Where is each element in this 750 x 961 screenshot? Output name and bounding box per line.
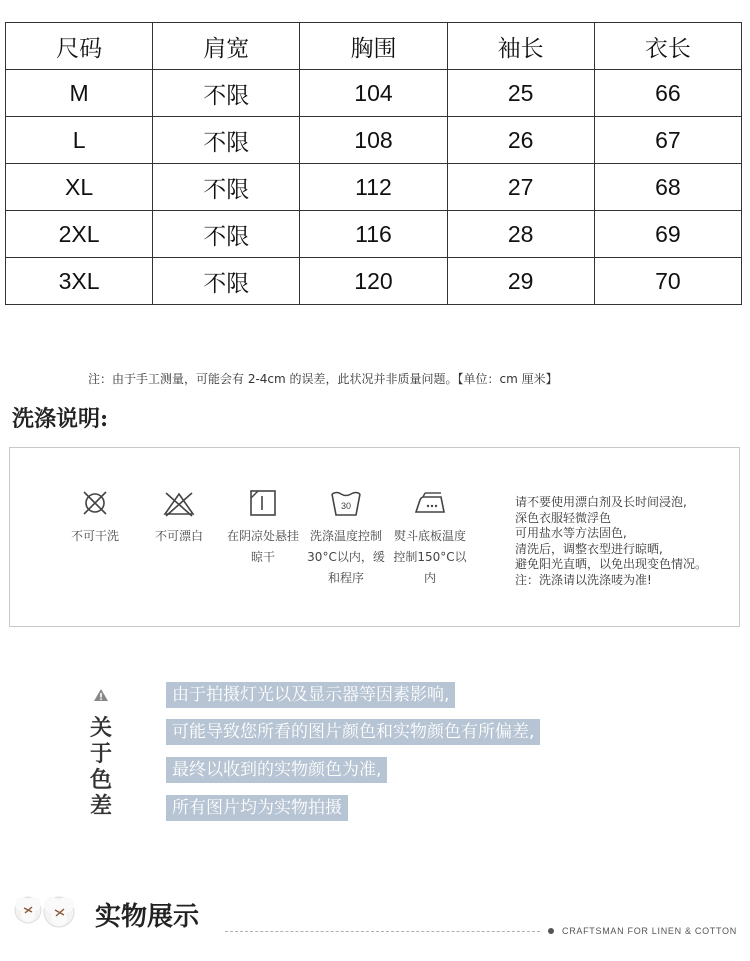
- header-cell: 袖长: [447, 23, 594, 70]
- table-cell: 67: [594, 117, 741, 164]
- wash-note-line: 清洗后，调整衣型进行晾晒,: [515, 541, 663, 556]
- color-notice-line: 最终以收到的实物颜色为准,: [166, 757, 387, 783]
- table-cell: 不限: [153, 70, 300, 117]
- table-cell: L: [6, 117, 153, 164]
- wash-30-icon: [329, 488, 363, 518]
- real-photos-title: 实物展示: [95, 902, 200, 932]
- size-table-header: [6, 23, 742, 70]
- table-cell: 不限: [153, 258, 300, 305]
- wash-note-line: 可用盐水等方法固色,: [515, 526, 627, 540]
- wash-label: 不可漂白: [154, 529, 203, 543]
- wash-label: 洗涤温度控制 30°C以内，缓 和程序: [307, 529, 385, 585]
- table-cell: 112: [300, 164, 447, 211]
- wash-notes: [515, 495, 735, 588]
- table-cell: M: [6, 70, 153, 117]
- table-cell: 120: [300, 258, 447, 305]
- table-cell: 27: [447, 164, 594, 211]
- header-cell: 肩宽: [153, 23, 300, 70]
- table-cell: 29: [447, 258, 594, 305]
- brand-tagline: CRAFTSMAN FOR LINEN & COTTON: [562, 926, 737, 936]
- table-cell: 2XL: [6, 211, 153, 258]
- wash-note-line: 注：洗涤请以洗涤唛为准!: [515, 572, 652, 587]
- table-cell: 104: [300, 70, 447, 117]
- wash-item-no-bleach: [139, 488, 219, 547]
- color-notice-line: 所有图片均为实物拍摄: [166, 795, 348, 821]
- cotton-flower-icon: [12, 890, 84, 928]
- color-notice-title: 关于色差: [90, 716, 113, 819]
- header-cell: 尺码: [6, 23, 153, 70]
- table-cell: 不限: [153, 164, 300, 211]
- header-cell: 衣长: [594, 23, 741, 70]
- table-row: [6, 258, 742, 305]
- table-cell: 108: [300, 117, 447, 164]
- warning-icon: [93, 688, 109, 702]
- table-cell: 28: [447, 211, 594, 258]
- table-cell: 26: [447, 117, 594, 164]
- divider: [225, 931, 540, 932]
- wash-label: 在阴凉处悬挂 晾干: [226, 529, 299, 564]
- table-row: [6, 164, 742, 211]
- iron-icon: [413, 488, 447, 518]
- measurement-note: 注：由于手工测量，可能会有 2-4cm 的误差，此状况并非质量问题。【单位：cm 厘米】: [88, 372, 558, 386]
- table-row: [6, 117, 742, 164]
- color-notice-line: 由于拍摄灯光以及显示器等因素影响,: [166, 682, 455, 708]
- hang-dry-shade-icon: [248, 488, 278, 518]
- wash-item-no-dry-clean: [55, 488, 135, 547]
- svg-text:30: 30: [340, 501, 352, 511]
- wash-item-iron: [390, 488, 470, 589]
- table-cell: 3XL: [6, 258, 153, 305]
- table-cell: 68: [594, 164, 741, 211]
- size-table: [5, 22, 742, 305]
- wash-instructions-box: [9, 447, 740, 627]
- wash-item-wash-30: [306, 488, 386, 589]
- wash-note-line: 深色衣服轻微浮色: [515, 510, 612, 525]
- table-row: [6, 211, 742, 258]
- table-cell: 25: [447, 70, 594, 117]
- table-cell: XL: [6, 164, 153, 211]
- wash-note-line: 避免阳光直晒，以免出现变色情况。: [515, 557, 708, 571]
- wash-note-line: 请不要使用漂白剂及长时间浸泡,: [515, 495, 687, 509]
- bullet-dot: [548, 928, 554, 934]
- table-cell: 116: [300, 211, 447, 258]
- table-cell: 66: [594, 70, 741, 117]
- wash-title: 洗涤说明:: [12, 406, 109, 432]
- table-cell: 69: [594, 211, 741, 258]
- color-notice-line: 可能导致您所看的图片颜色和实物颜色有所偏差,: [166, 719, 540, 745]
- wash-item-hang-dry: [223, 488, 303, 568]
- table-row: [6, 70, 742, 117]
- table-cell: 70: [594, 258, 741, 305]
- no-bleach-icon: [162, 488, 196, 518]
- table-cell: 不限: [153, 117, 300, 164]
- no-dry-clean-icon: [80, 488, 110, 518]
- wash-label: 不可干洗: [70, 529, 119, 543]
- wash-label: 熨斗底板温度 控制150°C以 内: [393, 529, 467, 585]
- header-cell: 胸围: [300, 23, 447, 70]
- table-cell: 不限: [153, 211, 300, 258]
